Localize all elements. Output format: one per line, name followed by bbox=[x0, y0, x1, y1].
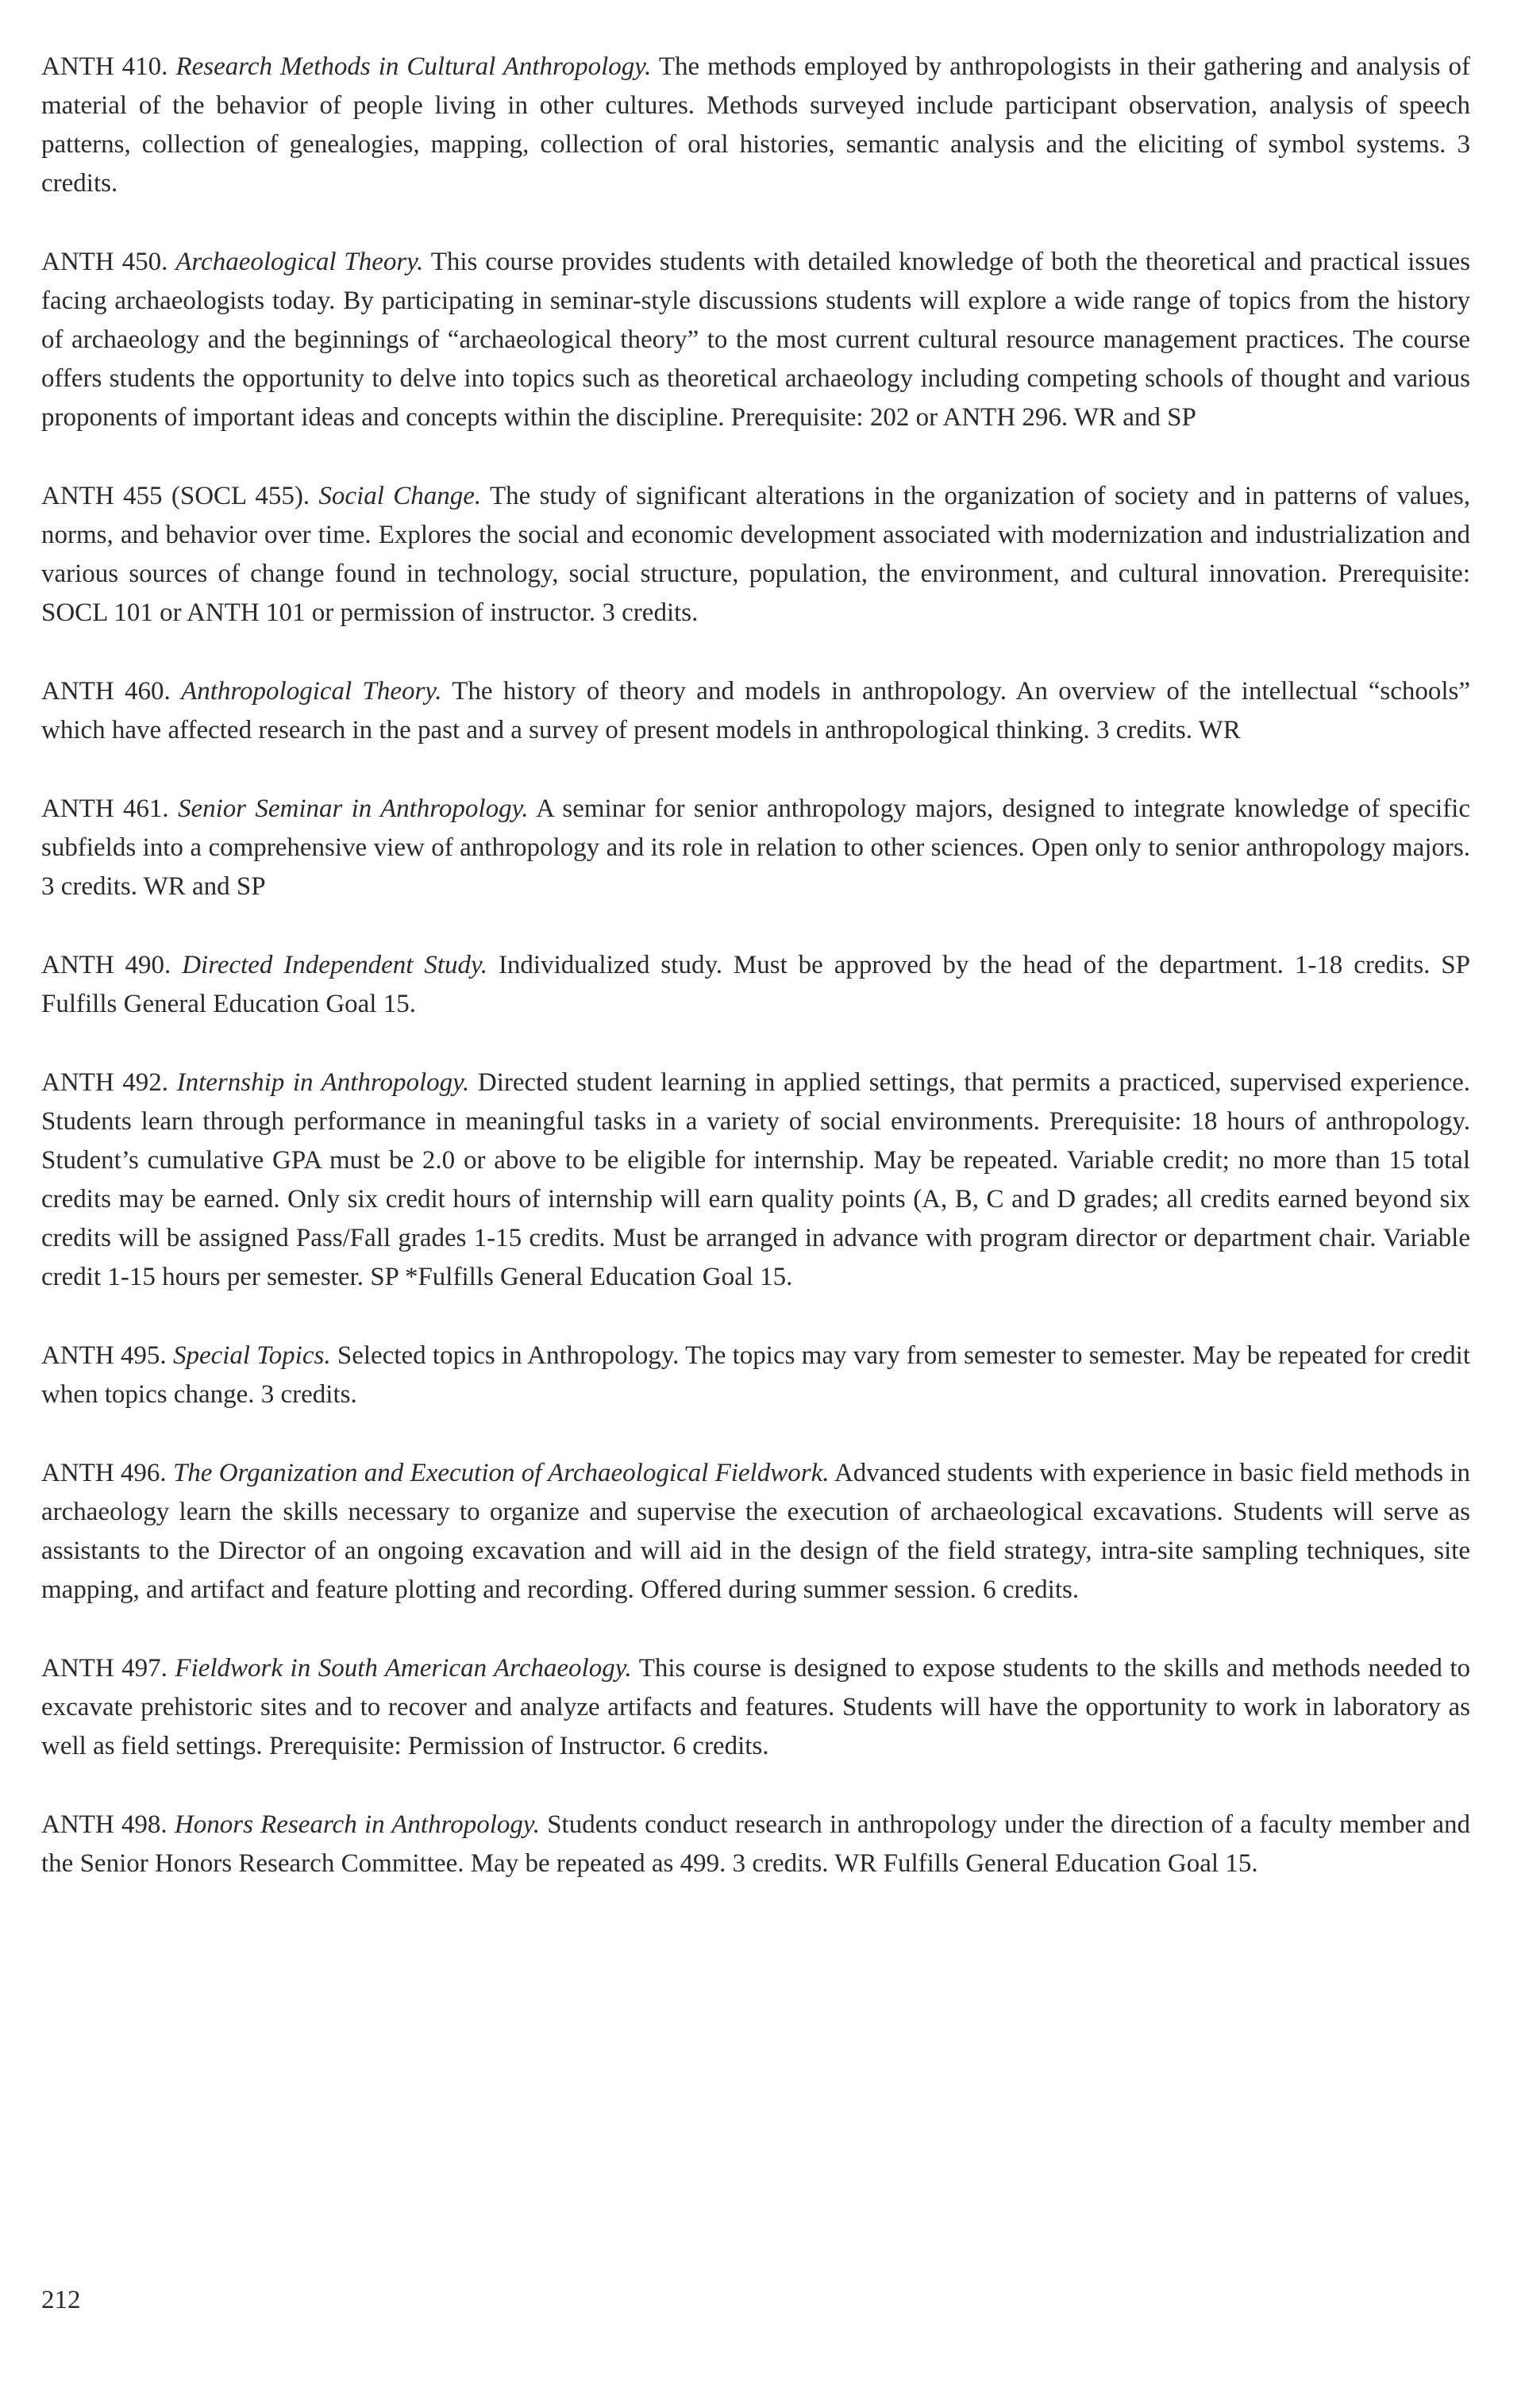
course-code: ANTH 410. bbox=[41, 52, 168, 81]
course-title: Directed Independent Study. bbox=[182, 951, 488, 979]
course-title: Internship in Anthropology. bbox=[176, 1068, 470, 1097]
course-entry-anth-492 bbox=[41, 1064, 1470, 1297]
course-description: This course provides students with detailed knowledge of both the theoretical and practical issues facing archaeologists today. By participating in seminar-style discussions students will explore a wide range of topics from the history of archaeology and the beginnings of “archaeological theory” to the most current cultural resource management practices. The course offers students the opportunity to delve into topics such as theoretical archaeology including competing schools of thought and various proponents of important ideas and concepts within the discipline. Prerequisite: 202 or ANTH 296. WR and SP bbox=[41, 248, 1471, 432]
course-code: ANTH 490. bbox=[41, 951, 171, 979]
course-code: ANTH 450. bbox=[41, 248, 168, 276]
course-code: ANTH 461. bbox=[41, 794, 169, 823]
course-description: This course is designed to expose students to the skills and methods needed to excavate prehistoric sites and to recover and analyze artifacts and features. Students will have the opportunity to work in laboratory as well as field settings. Prerequisite: Permission of Instructor. 6 credits. bbox=[41, 1654, 1471, 1760]
course-title: Fieldwork in South American Archaeology. bbox=[175, 1654, 632, 1683]
course-title: Senior Seminar in Anthropology. bbox=[177, 794, 529, 823]
course-code: ANTH 495. bbox=[41, 1341, 167, 1370]
course-title: Social Change. bbox=[318, 482, 482, 510]
course-entry-anth-495 bbox=[41, 1337, 1470, 1414]
course-entry-anth-490 bbox=[41, 946, 1470, 1024]
course-code: ANTH 455 (SOCL 455). bbox=[41, 482, 310, 510]
course-entry-anth-450 bbox=[41, 243, 1470, 437]
course-description: Individualized study. Must be approved by the head of the department. 1-18 credits. SP Fulfills General Education Goal 15. bbox=[41, 951, 1471, 1018]
course-code: ANTH 492. bbox=[41, 1068, 169, 1097]
course-entry-anth-498 bbox=[41, 1806, 1470, 1883]
course-code: ANTH 496. bbox=[41, 1459, 167, 1487]
course-entry-anth-460 bbox=[41, 672, 1470, 750]
course-description: The methods employed by anthropologists in their gathering and analysis of material of the behavior of people living in other cultures. Methods surveyed include participant observation, analysis of speech patterns, collection of genealogies, mapping, collection of oral histories, semantic analysis and the eliciting of symbol systems. 3 credits. bbox=[41, 52, 1471, 198]
course-title: Archaeological Theory. bbox=[175, 248, 424, 276]
course-description: The study of significant alterations in the organization of society and in patterns of values, norms, and behavior over time. Explores the social and economic development associated with modernization and industrialization and various sources of change found in technology, social structure, population, the environment, and cultural innovation. Prerequisite: SOCL 101 or ANTH 101 or permission of instructor. 3 credits. bbox=[41, 482, 1470, 627]
course-entry-anth-496 bbox=[41, 1454, 1470, 1610]
course-title: Anthropological Theory. bbox=[181, 677, 442, 706]
course-entry-anth-455 bbox=[41, 477, 1470, 633]
course-description: Selected topics in Anthropology. The topics may vary from semester to semester. May be repeated for credit when topics change. 3 credits. bbox=[41, 1341, 1471, 1409]
page-number: 212 bbox=[41, 2286, 81, 2314]
course-code: ANTH 497. bbox=[41, 1654, 168, 1683]
course-description: The history of theory and models in anthropology. An overview of the intellectual “schools” which have affected research in the past and a survey of present models in anthropological thinking. 3 credits. WR bbox=[41, 677, 1471, 744]
course-title: Special Topics. bbox=[172, 1341, 331, 1370]
course-title: Research Methods in Cultural Anthropology. bbox=[175, 52, 652, 81]
course-catalog-page bbox=[41, 48, 1470, 1923]
course-code: ANTH 460. bbox=[41, 677, 171, 706]
course-description: Directed student learning in applied settings, that permits a practiced, supervised experience. Students learn through performance in meaningful tasks in a variety of social environments. Prerequisite: 18 hours of anthropology. Student’s cumulative GPA must be 2.0 or above to be eligible for internship. May be repeated. Variable credit; no more than 15 total credits may be earned. Only six credit hours of internship will earn quality points (A, B, C and D grades; all credits earned beyond six credits will be assigned Pass/Fall grades 1-15 credits. Must be arranged in advance with program director or department chair. Variable credit 1-15 hours per semester. SP *Fulfills General Education Goal 15. bbox=[41, 1068, 1471, 1291]
course-entry-anth-497 bbox=[41, 1649, 1470, 1766]
course-description: A seminar for senior anthropology majors, designed to integrate knowledge of specific subfields into a comprehensive view of anthropology and its role in relation to other sciences. Open only to senior anthropology majors. 3 credits. WR and SP bbox=[41, 794, 1470, 901]
course-description: Students conduct research in anthropology under the direction of a faculty member and the Senior Honors Research Committee. May be repeated as 499. 3 credits. WR Fulfills General Education Goal 15. bbox=[41, 1810, 1471, 1878]
course-code: ANTH 498. bbox=[41, 1810, 168, 1839]
course-title: Honors Research in Anthropology. bbox=[174, 1810, 540, 1839]
course-entry-anth-461 bbox=[41, 790, 1470, 906]
course-description: Advanced students with experience in basic field methods in archaeology learn the skills necessary to organize and supervise the execution of archaeological excavations. Students will serve as assistants to the Director of an ongoing excavation and will aid in the design of the field strategy, intra-site sampling techniques, site mapping, and artifact and feature plotting and recording. Offered during summer session. 6 credits. bbox=[41, 1459, 1471, 1604]
course-entry-anth-410 bbox=[41, 48, 1470, 203]
course-title: The Organization and Execution of Archaeological Fieldwork. bbox=[172, 1459, 830, 1487]
